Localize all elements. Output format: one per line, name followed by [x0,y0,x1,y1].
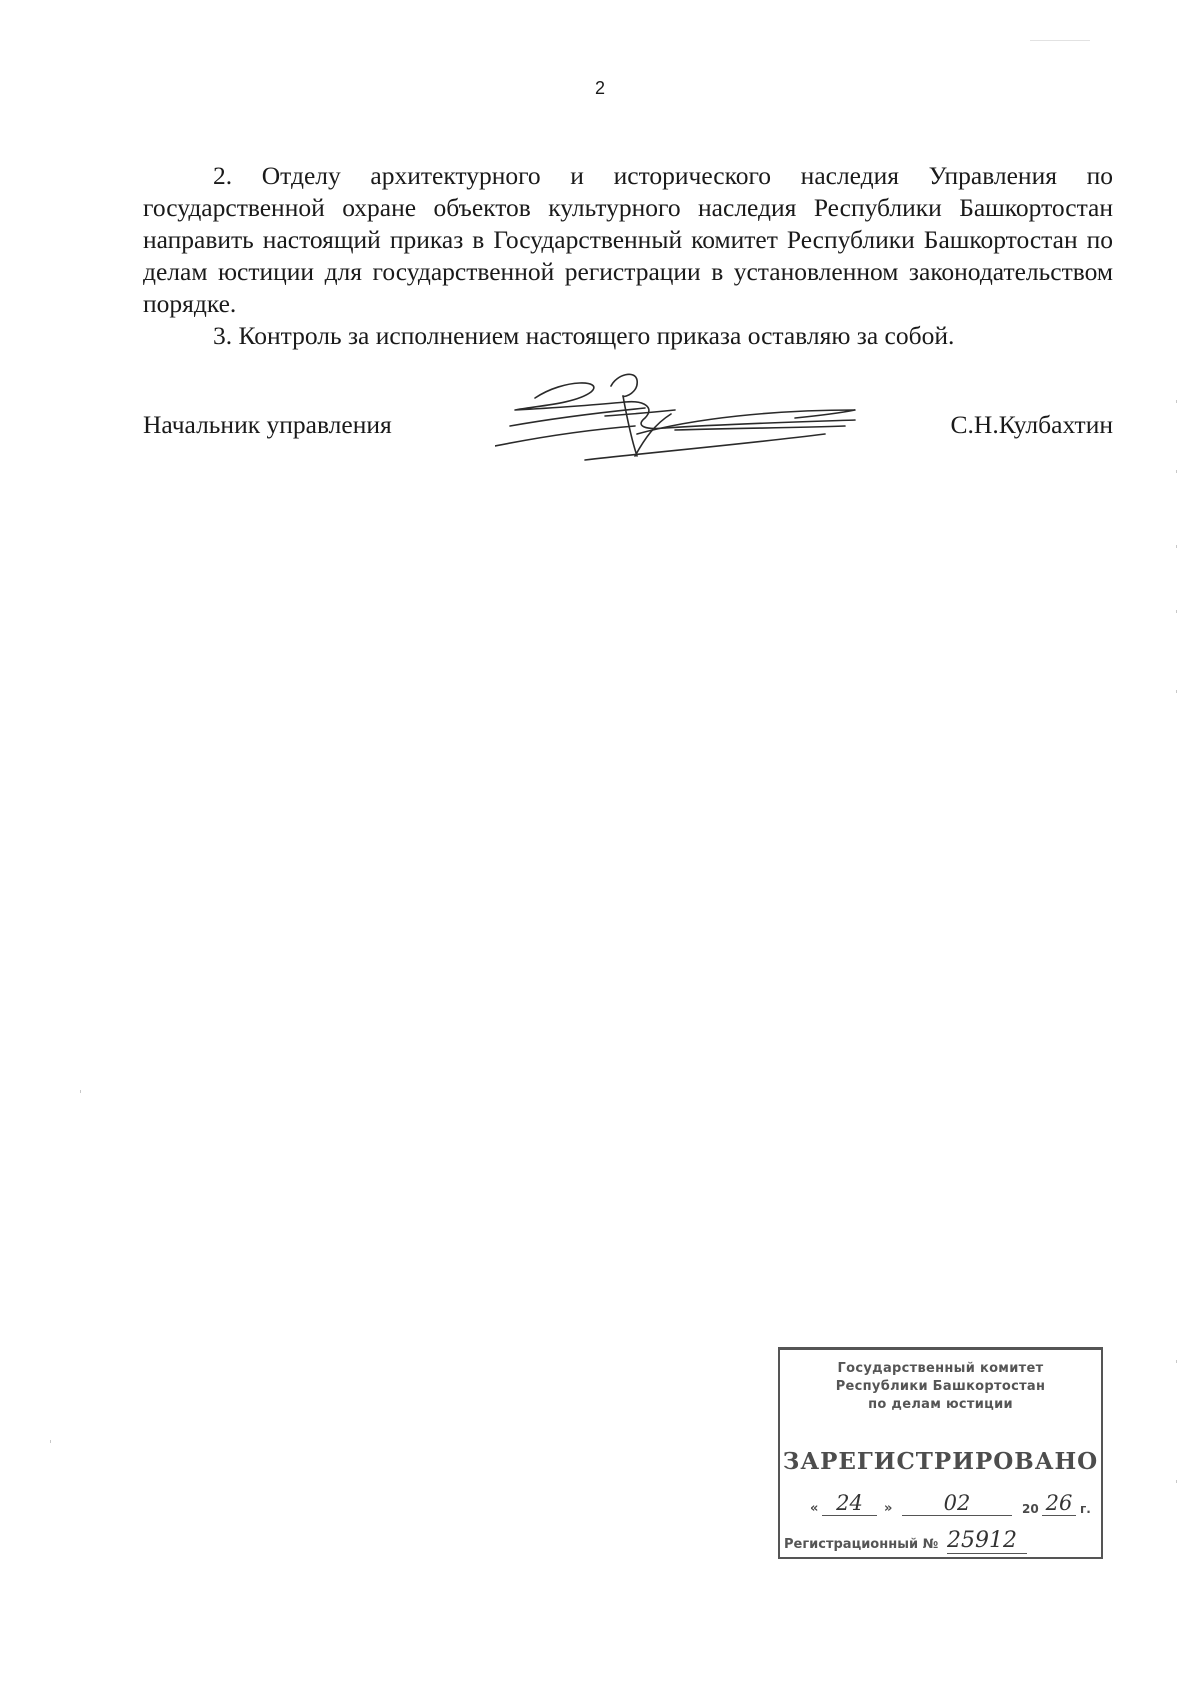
stamp-year-unit: г. [1080,1502,1091,1516]
paragraph-3: 3. Контроль за исполнением настоящего приказа оставляю за собой. [213,321,955,350]
stamp-year-prefix: 20 [1022,1502,1039,1516]
stamp-status: ЗАРЕГИСТРИРОВАНО [782,1448,1099,1475]
stamp-year-suffix: 26 [1042,1491,1076,1516]
stamp-date [810,1490,1095,1520]
stamp-organization [780,1360,1101,1414]
registration-stamp [778,1347,1103,1559]
quote-mark: « [810,1501,819,1516]
stamp-registration [784,1528,1094,1556]
stamp-org-line: Республики Башкортостан [835,1379,1046,1394]
signatory-name: С.Н.Кулбахтин [950,410,1113,439]
handwritten-signature [495,368,885,468]
stamp-org-line: Государственный комитет [837,1361,1044,1376]
paragraph-2: 2. Отделу архитектурного и исторического наследия Управления по государственной охране объектов культурного наследия Республики Башкортостан направить настоящий приказ в Государственный комитет Республики Башкортостан по делам юстиции для государственной регистрации в установленном законодательством порядке. [143,161,1113,318]
stamp-day: 24 [822,1491,877,1516]
signatory-position: Начальник управления [143,410,392,439]
document-body [143,160,1113,352]
stamp-month: 02 [902,1491,1012,1516]
page-number: 2 [594,78,605,98]
reg-label: Регистрационный № [784,1537,939,1552]
quote-mark: » [884,1501,893,1516]
reg-number: 25912 [947,1529,1027,1554]
stamp-org-line: по делам юстиции [868,1397,1013,1412]
